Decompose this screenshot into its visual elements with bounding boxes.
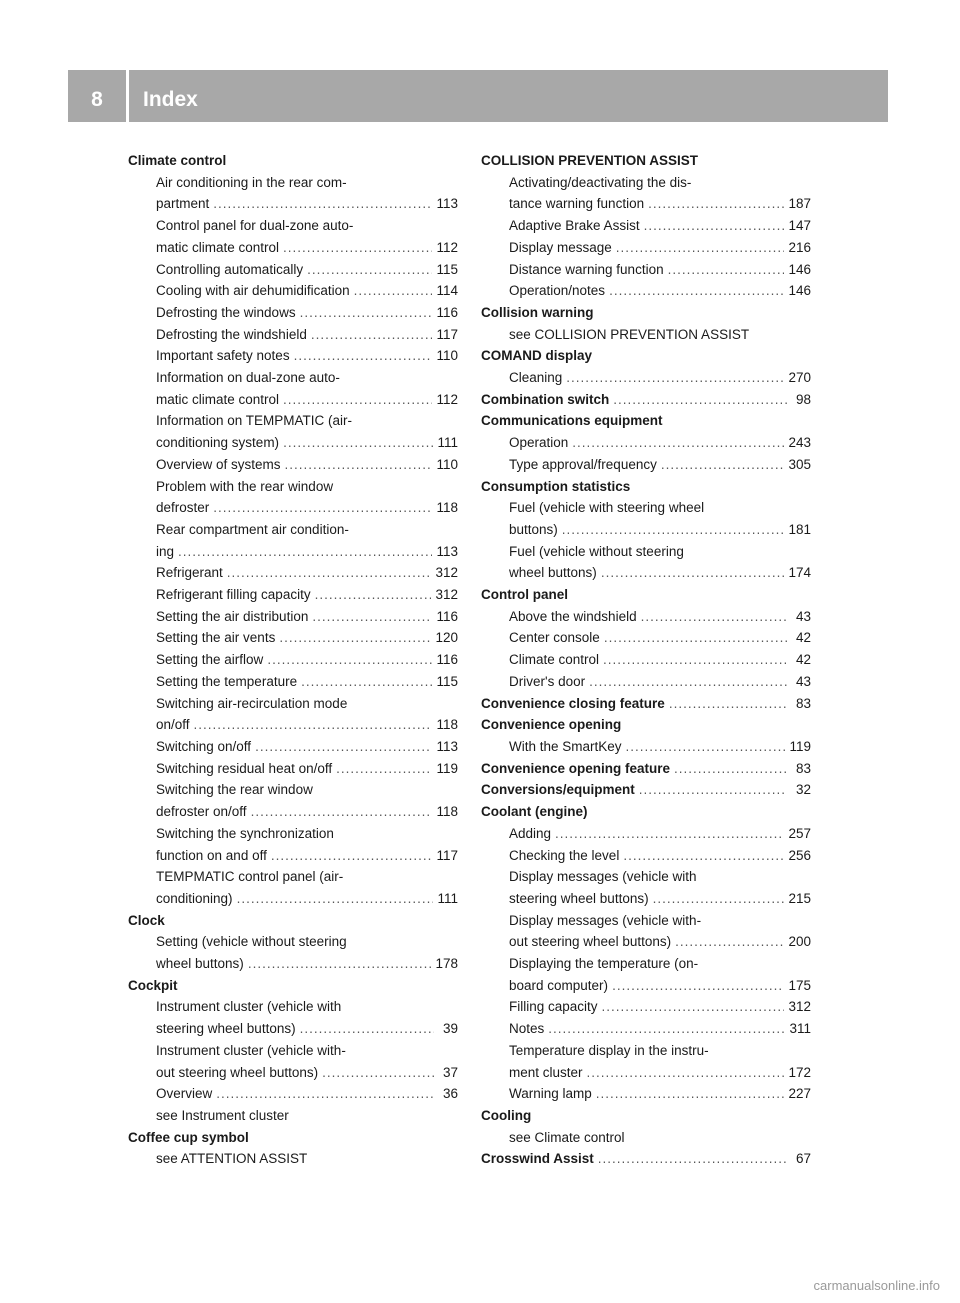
entry-text: Distance warning function [509, 261, 664, 277]
page-reference: 67 [795, 1151, 811, 1167]
index-subentry-row [481, 736, 811, 758]
page-reference: 116 [436, 608, 458, 624]
index-subentry: Display messages (vehicle with- [509, 912, 702, 928]
index-subentry-row [128, 758, 458, 780]
page-reference: 83 [795, 695, 811, 711]
entry-text: Controlling automatically [156, 261, 304, 277]
entry-text: Type approval/frequency [509, 456, 657, 472]
watermark: carmanualsonline.info [813, 1278, 940, 1293]
index-heading: Consumption statistics [481, 478, 631, 494]
index-subentry: Setting (vehicle without steering [156, 934, 347, 950]
entry-text: Defrosting the windshield [156, 326, 307, 342]
index-subentry-row [128, 259, 458, 281]
dot-leader [312, 606, 432, 628]
entry-text: Defrosting the windows [156, 304, 296, 320]
page-reference: 42 [795, 630, 811, 646]
dot-leader [267, 649, 432, 671]
dot-leader [283, 237, 432, 259]
dot-leader [213, 497, 432, 519]
section-title: Index [143, 88, 198, 111]
dot-leader [596, 1083, 785, 1105]
dot-leader [644, 215, 785, 237]
index-heading-row [481, 1148, 811, 1170]
index-subentry-row [128, 432, 458, 454]
entry-text: matic climate control [156, 239, 280, 255]
index-subentry-row [128, 1083, 458, 1105]
entry-text: Warning lamp [509, 1086, 592, 1102]
page-reference: 83 [795, 760, 811, 776]
index-column-right [481, 150, 811, 1170]
index-subentry-row [481, 996, 811, 1018]
page-reference: 37 [442, 1064, 458, 1080]
index-heading: Collision warning [481, 304, 594, 320]
index-subentry-row [481, 562, 811, 584]
dot-leader [255, 736, 432, 758]
index-subentry-row [481, 237, 811, 259]
index-column-left [128, 150, 458, 1170]
page-reference: 118 [436, 804, 458, 820]
page-reference: 311 [789, 1021, 811, 1037]
entry-text: partment [156, 196, 210, 212]
dot-leader [669, 693, 787, 715]
dot-leader [213, 193, 432, 215]
index-heading: Coolant (engine) [481, 804, 588, 820]
page-reference: 116 [436, 304, 458, 320]
dot-leader [271, 845, 433, 867]
entry-text: out steering wheel buttons) [509, 934, 672, 950]
index-heading: Cooling [481, 1107, 532, 1123]
dot-leader [572, 432, 784, 454]
index-heading: COLLISION PREVENTION ASSIST [481, 153, 699, 168]
entry-text: out steering wheel buttons) [156, 1064, 319, 1080]
dot-leader [279, 627, 431, 649]
page-reference: 32 [795, 782, 811, 798]
index-heading: Clock [128, 912, 165, 928]
entry-text: conditioning) [156, 890, 233, 906]
entry-text: With the SmartKey [509, 738, 622, 754]
page-reference: 146 [788, 283, 811, 299]
index-subentry-row [481, 606, 811, 628]
entry-text: Above the windshield [509, 608, 637, 624]
page-reference: 178 [435, 956, 458, 972]
page-reference: 112 [436, 239, 458, 255]
index-subentry-row [128, 345, 458, 367]
entry-text: Filling capacity [509, 999, 598, 1015]
index-subentry: TEMPMATIC control panel (air- [156, 869, 344, 885]
index-subentry-row [481, 845, 811, 867]
index-subentry: see ATTENTION ASSIST [156, 1151, 308, 1167]
dot-leader [668, 259, 785, 281]
index-subentry: Switching air-recirculation mode [156, 695, 348, 711]
page-reference: 113 [436, 196, 458, 212]
page-number: 8 [91, 88, 103, 111]
entry-text: ing [156, 543, 175, 559]
page-reference: 147 [788, 218, 811, 234]
index-subentry-row [128, 389, 458, 411]
index-subentry-row [481, 259, 811, 281]
entry-text: Notes [509, 1021, 545, 1037]
index-heading-row [481, 779, 811, 801]
entry-text: buttons) [509, 521, 558, 537]
dot-leader [216, 1083, 434, 1105]
dot-leader [603, 649, 787, 671]
index-subentry-row [481, 1018, 811, 1040]
index-subentry: Instrument cluster (vehicle with- [156, 1042, 346, 1058]
dot-leader [307, 259, 432, 281]
index-subentry-row [481, 193, 811, 215]
index-subentry-row [128, 1062, 458, 1084]
index-subentry-row [128, 454, 458, 476]
dot-leader [283, 389, 432, 411]
page-reference: 116 [436, 652, 458, 668]
page-reference: 270 [788, 370, 811, 386]
index-heading: Coffee cup symbol [128, 1129, 249, 1145]
index-subentry: Information on dual-zone auto- [156, 370, 340, 386]
page-reference: 115 [436, 673, 458, 689]
dot-leader [648, 193, 784, 215]
entry-text: Adaptive Brake Assist [509, 218, 640, 234]
page-reference: 118 [436, 500, 458, 516]
page-reference: 98 [795, 391, 811, 407]
dot-leader [251, 801, 433, 823]
page-header [68, 70, 888, 122]
entry-text: Operation/notes [509, 283, 606, 299]
page-reference: 117 [436, 847, 458, 863]
dot-leader [301, 671, 432, 693]
page-reference: 39 [442, 1021, 458, 1037]
dot-leader [315, 584, 432, 606]
dot-leader [178, 541, 432, 563]
dot-leader [623, 845, 784, 867]
page-reference: 113 [436, 543, 458, 559]
entry-text: defroster [156, 500, 210, 516]
entry-text: Overview [156, 1086, 213, 1102]
dot-leader [601, 562, 785, 584]
entry-text: on/off [156, 717, 190, 733]
index-subentry-row [481, 454, 811, 476]
dot-leader [639, 779, 787, 801]
index-subentry: see COLLISION PREVENTION ASSIST [509, 326, 750, 342]
page-reference: 256 [788, 847, 811, 863]
index-subentry-row [481, 888, 811, 910]
entry-text: Combination switch [481, 391, 610, 407]
page-reference: 119 [789, 738, 811, 754]
page-reference: 243 [788, 435, 811, 451]
dot-leader [589, 671, 787, 693]
index-subentry-row [481, 975, 811, 997]
dot-leader [653, 888, 785, 910]
entry-text: wheel buttons) [156, 956, 244, 972]
dot-leader [598, 1148, 787, 1170]
entry-text: wheel buttons) [509, 565, 597, 581]
index-subentry: Information on TEMPMATIC (air- [156, 413, 353, 429]
index-subentry-row [481, 649, 811, 671]
index-subentry: Activating/deactivating the dis- [509, 174, 692, 190]
index-heading: Climate control [128, 153, 227, 168]
index-subentry-row [481, 1062, 811, 1084]
entry-text: Refrigerant [156, 565, 223, 581]
index-subentry-row [128, 193, 458, 215]
page-reference: 113 [436, 738, 458, 754]
dot-leader [248, 953, 432, 975]
entry-text: defroster on/off [156, 804, 247, 820]
dot-leader [283, 432, 433, 454]
entry-text: Important safety notes [156, 348, 290, 364]
index-subentry-row [128, 888, 458, 910]
index-subentry: Display messages (vehicle with [509, 869, 697, 885]
index-subentry-row [128, 714, 458, 736]
entry-text: Convenience closing feature [481, 695, 665, 711]
index-subentry-row [128, 801, 458, 823]
page-reference: 110 [436, 348, 458, 364]
index-subentry-row [128, 280, 458, 302]
dot-leader [311, 324, 433, 346]
page-reference: 216 [788, 239, 811, 255]
dot-leader [604, 627, 787, 649]
index-subentry-row [481, 367, 811, 389]
entry-text: Operation [509, 435, 569, 451]
dot-leader [300, 302, 433, 324]
dot-leader [285, 454, 433, 476]
page-reference: 200 [788, 934, 811, 950]
index-subentry-row [481, 931, 811, 953]
dot-leader [194, 714, 433, 736]
index-subentry-row [128, 649, 458, 671]
index-subentry: Instrument cluster (vehicle with [156, 999, 342, 1015]
page-reference: 181 [788, 521, 811, 537]
entry-text: Crosswind Assist [481, 1151, 594, 1167]
index-heading: Control panel [481, 587, 568, 603]
page-reference: 174 [788, 565, 811, 581]
page-reference: 312 [788, 999, 811, 1015]
dot-leader [322, 1062, 434, 1084]
entry-text: Setting the temperature [156, 673, 298, 689]
entry-text: function on and off [156, 847, 267, 863]
entry-text: steering wheel buttons) [156, 1021, 296, 1037]
page-reference: 227 [788, 1086, 811, 1102]
index-subentry-row [128, 736, 458, 758]
entry-text: Overview of systems [156, 456, 281, 472]
page-reference: 114 [436, 283, 458, 299]
entry-text: Cleaning [509, 370, 563, 386]
index-subentry: Problem with the rear window [156, 478, 334, 494]
entry-text: Switching residual heat on/off [156, 760, 333, 776]
page-reference: 111 [437, 890, 458, 906]
index-subentry-row [481, 627, 811, 649]
index-subentry-row [128, 237, 458, 259]
index-heading-row [481, 758, 811, 780]
entry-text: Setting the air vents [156, 630, 276, 646]
dot-leader [300, 1018, 434, 1040]
index-subentry-row [128, 584, 458, 606]
dot-leader [237, 888, 434, 910]
page-reference: 312 [435, 587, 458, 603]
entry-text: Cooling with air dehumidification [156, 283, 350, 299]
dot-leader [354, 280, 433, 302]
entry-text: tance warning function [509, 196, 645, 212]
entry-text: matic climate control [156, 391, 280, 407]
page-reference: 110 [436, 456, 458, 472]
page-reference: 187 [788, 196, 811, 212]
entry-text: Center console [509, 630, 600, 646]
page-reference: 215 [788, 890, 811, 906]
index-subentry-row [481, 823, 811, 845]
dot-leader [566, 367, 784, 389]
entry-text: Adding [509, 825, 552, 841]
entry-text: Checking the level [509, 847, 620, 863]
index-subentry-row [481, 215, 811, 237]
index-heading: COMAND display [481, 348, 593, 364]
entry-text: Driver's door [509, 673, 586, 689]
index-subentry-row [128, 606, 458, 628]
index-subentry-row [481, 1083, 811, 1105]
dot-leader [675, 931, 784, 953]
entry-text: Climate control [509, 652, 600, 668]
entry-text: Setting the airflow [156, 652, 264, 668]
page-reference: 119 [436, 760, 458, 776]
dot-leader [555, 823, 784, 845]
page-reference: 42 [795, 652, 811, 668]
index-subentry-row [128, 953, 458, 975]
index-subentry-row [128, 1018, 458, 1040]
index-heading: Cockpit [128, 977, 178, 993]
page-reference: 312 [435, 565, 458, 581]
dot-leader [616, 237, 785, 259]
page-reference: 43 [795, 673, 811, 689]
dot-leader [227, 562, 432, 584]
index-subentry-row [481, 519, 811, 541]
index-subentry-row [481, 671, 811, 693]
page-reference: 36 [442, 1086, 458, 1102]
index-subentry-row [128, 302, 458, 324]
entry-text: Conversions/equipment [481, 782, 635, 798]
entry-text: Setting the air distribution [156, 608, 309, 624]
dot-leader [612, 975, 784, 997]
index-subentry: Displaying the temperature (on- [509, 956, 699, 972]
dot-leader [294, 345, 433, 367]
entry-text: board computer) [509, 977, 609, 993]
index-subentry-row [128, 627, 458, 649]
page-reference: 257 [788, 825, 811, 841]
index-heading: Communications equipment [481, 413, 663, 429]
page-reference: 117 [436, 326, 458, 342]
dot-leader [548, 1018, 785, 1040]
index-subentry: see Climate control [509, 1129, 625, 1145]
index-heading: Convenience opening [481, 717, 622, 733]
index-subentry: Rear compartment air condition- [156, 521, 349, 537]
dot-leader [587, 1062, 785, 1084]
index-subentry-row [128, 497, 458, 519]
index-subentry: Fuel (vehicle without steering [509, 543, 684, 559]
index-heading-row [481, 389, 811, 411]
entry-text: Convenience opening feature [481, 760, 671, 776]
entry-text: Switching on/off [156, 738, 252, 754]
index-heading-row [481, 693, 811, 715]
dot-leader [609, 280, 784, 302]
index-subentry-row [481, 280, 811, 302]
dot-leader [613, 389, 787, 411]
index-subentry-row [128, 324, 458, 346]
index-subentry-row [128, 562, 458, 584]
page-reference: 305 [788, 456, 811, 472]
entry-text: steering wheel buttons) [509, 890, 649, 906]
page-reference: 115 [436, 261, 458, 277]
index-subentry-row [128, 541, 458, 563]
index-subentry: see Instrument cluster [156, 1107, 289, 1123]
entry-text: ment cluster [509, 1064, 583, 1080]
index-subentry: Control panel for dual-zone auto- [156, 218, 354, 234]
dot-leader [661, 454, 785, 476]
index-subentry: Temperature display in the instru- [509, 1042, 709, 1058]
index-subentry-row [128, 845, 458, 867]
entry-text: Display message [509, 239, 612, 255]
index-subentry: Switching the synchronization [156, 825, 334, 841]
page-reference: 112 [436, 391, 458, 407]
dot-leader [562, 519, 785, 541]
page-reference: 120 [435, 630, 458, 646]
index-subentry-row [481, 432, 811, 454]
header-divider [126, 70, 129, 122]
page-reference: 146 [788, 261, 811, 277]
page-reference: 172 [788, 1064, 811, 1080]
dot-leader [626, 736, 786, 758]
page-reference: 118 [436, 717, 458, 733]
page-reference: 175 [788, 977, 811, 993]
entry-text: conditioning system) [156, 435, 280, 451]
index-subentry: Air conditioning in the rear com- [156, 174, 347, 190]
dot-leader [336, 758, 432, 780]
dot-leader [641, 606, 787, 628]
dot-leader [674, 758, 787, 780]
page-reference: 43 [795, 608, 811, 624]
entry-text: Refrigerant filling capacity [156, 587, 311, 603]
dot-leader [602, 996, 785, 1018]
index-subentry: Fuel (vehicle with steering wheel [509, 500, 705, 516]
index-subentry-row [128, 671, 458, 693]
index-subentry: Switching the rear window [156, 782, 313, 798]
page-reference: 111 [437, 435, 458, 451]
